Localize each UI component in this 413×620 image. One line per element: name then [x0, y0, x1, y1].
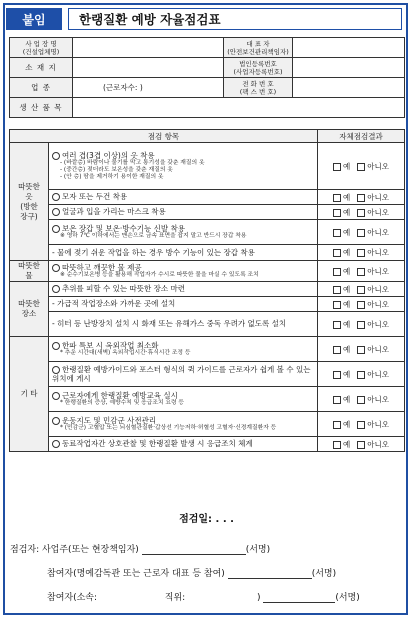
bullet-circle-icon: [52, 342, 60, 350]
yes-label: 예: [343, 161, 351, 171]
representative-field[interactable]: [293, 38, 405, 58]
checklist-row: [10, 190, 405, 205]
check-item: [49, 220, 318, 245]
inspector-sign: (서명): [245, 545, 271, 555]
check-item-text: - 히터 등 난방장치 설치 시 화재 또는 유해가스 중독 우려가 없도록 설치: [52, 319, 287, 329]
no-label: 아니오: [367, 394, 389, 404]
yes-checkbox[interactable]: [333, 421, 341, 429]
checklist-row: [10, 261, 405, 282]
check-item: [49, 261, 318, 282]
yes-label: 예: [343, 284, 351, 294]
yes-checkbox[interactable]: [333, 441, 341, 449]
bullet-circle-icon: [52, 264, 60, 272]
phone-label: 전 화 번 호 (팩 스 번 호): [224, 78, 293, 98]
no-label: 아니오: [367, 192, 389, 202]
check-item-text: 한파 특보 시 옥외작업 최소화: [62, 340, 159, 350]
result-cell: [318, 297, 405, 312]
check-item: [49, 190, 318, 205]
check-item-text: 얼굴과 입을 가리는 마스크 착용: [62, 207, 166, 217]
check-item: [49, 205, 318, 220]
check-item-text: 모자 또는 두건 착용: [62, 192, 128, 202]
participant-line: [47, 566, 336, 579]
bullet-circle-icon: [52, 193, 60, 201]
checklist-row: [10, 337, 405, 362]
no-label: 아니오: [367, 248, 389, 257]
result-cell: [318, 245, 405, 261]
result-cell: [318, 412, 405, 437]
yes-label: 예: [343, 394, 351, 404]
check-item-text: 보온 장갑 및 보온·방수기능 신발 착용: [62, 223, 185, 233]
no-label: 아니오: [367, 207, 389, 217]
worker-count-field[interactable]: (근로자수: ): [73, 78, 224, 98]
check-item: [49, 143, 318, 190]
yes-label: 예: [343, 227, 351, 237]
product-field[interactable]: [73, 98, 405, 118]
result-cell: [318, 143, 405, 190]
checklist-row: [10, 282, 405, 297]
result-cell: [318, 261, 405, 282]
participant-label: 참여자(명예감독관 또는 근로자 대표 등 참여): [47, 569, 225, 579]
yes-label: 예: [343, 439, 351, 449]
items-header: 점검 항목: [10, 130, 318, 143]
result-cell: [318, 205, 405, 220]
bullet-circle-icon: [52, 417, 60, 425]
participant2-signature-line[interactable]: [263, 602, 335, 603]
bullet-circle-icon: [52, 366, 60, 374]
checklist-row: [10, 412, 405, 437]
participant2-line: [47, 590, 360, 603]
checklist-row: [10, 143, 405, 190]
yes-checkbox[interactable]: [333, 163, 341, 171]
check-item-note: - (바깥층) 바람이나 물기를 막고 통기성을 갖춘 재질의 옷: [60, 160, 205, 167]
check-item-text: 추위를 피할 수 있는 따뜻한 장소 마련: [62, 284, 185, 294]
yes-label: 예: [343, 266, 351, 276]
company-name-field[interactable]: [73, 38, 224, 58]
representative-label: 대 표 자 (안전보건관리책임자): [224, 38, 293, 58]
check-item-note: * 한랭질환의 증상, 예방수칙 및 응급조치 요령 등: [60, 400, 185, 407]
bullet-circle-icon: [52, 225, 60, 233]
check-item-note: ※ 순수기보온병 등을 활용해 작업자가 수시로 따뜻한 물을 마실 수 있도록 조치: [60, 272, 259, 279]
yes-label: 예: [343, 248, 351, 257]
checklist-table: [9, 129, 405, 452]
check-item: [49, 362, 318, 387]
no-label: 아니오: [367, 344, 389, 354]
no-label: 아니오: [367, 419, 389, 429]
check-item: [49, 437, 318, 452]
no-label: 아니오: [367, 161, 389, 171]
header: [6, 8, 402, 32]
inspection-date: 점검일: . . .: [179, 514, 234, 525]
yes-label: 예: [343, 344, 351, 354]
inspector-line: [10, 542, 270, 555]
check-item-text: 운동지도 및 민감군 사전관리: [62, 415, 157, 425]
result-cell: [318, 312, 405, 337]
no-checkbox[interactable]: [357, 441, 365, 449]
check-item-text: 여러 겹(3겹 이상)의 옷 착용: [62, 150, 155, 160]
no-checkbox[interactable]: [357, 286, 365, 294]
checklist-row: [10, 312, 405, 337]
no-checkbox[interactable]: [357, 249, 365, 257]
bullet-circle-icon: [52, 392, 60, 400]
checklist-row: [10, 220, 405, 245]
bullet-circle-icon: [52, 285, 60, 293]
no-checkbox[interactable]: [357, 346, 365, 354]
address-label: 소 재 지: [10, 58, 73, 78]
check-item-text: 한랭질환 예방가이드와 포스터 형식의 퀵 가이드를 근로자가 쉽게 볼 수 있는 위치에 게시: [52, 364, 311, 383]
participant-signature-line[interactable]: [228, 578, 312, 579]
checklist-row: [10, 362, 405, 387]
yes-checkbox[interactable]: [333, 194, 341, 202]
check-item-text: 동료작업자간 상호관찰 및 한랭질환 발생 시 응급조치 체계: [62, 439, 253, 449]
yes-checkbox[interactable]: [333, 346, 341, 354]
result-cell: [318, 437, 405, 452]
check-item-text: 따뜻하고 깨끗한 물 제공: [62, 262, 142, 272]
result-cell: [318, 337, 405, 362]
no-label: 아니오: [367, 439, 389, 449]
yes-checkbox[interactable]: [333, 209, 341, 217]
result-cell: [318, 362, 405, 387]
category-label: 따뜻한 옷 (방한 장구): [10, 143, 49, 261]
check-item: [49, 282, 318, 297]
result-cell: [318, 220, 405, 245]
attachment-badge: 붙임: [6, 8, 62, 30]
no-checkbox[interactable]: [357, 194, 365, 202]
check-item-note: - (중간층) 젖더라도 보온성을 갖춘 재질의 옷: [60, 167, 173, 174]
no-label: 아니오: [367, 369, 389, 379]
yes-checkbox[interactable]: [333, 249, 341, 257]
check-item: [49, 297, 318, 312]
yes-checkbox[interactable]: [333, 371, 341, 379]
product-label: 생 산 품 목: [10, 98, 73, 118]
no-label: 아니오: [367, 284, 389, 294]
check-item-text: 근로자에게 한랭질환 예방교육 실시: [62, 390, 178, 400]
no-label: 아니오: [367, 319, 389, 329]
checklist-row: [10, 297, 405, 312]
no-checkbox[interactable]: [357, 229, 365, 237]
check-item: [49, 412, 318, 437]
bullet-circle-icon: [52, 152, 60, 160]
yes-label: 예: [343, 319, 351, 329]
check-item-text: - 물에 젖기 쉬운 작업을 하는 경우 방수 기능이 있는 장갑 착용: [52, 247, 255, 257]
no-label: 아니오: [367, 266, 389, 276]
yes-checkbox[interactable]: [333, 229, 341, 237]
yes-label: 예: [343, 207, 351, 217]
bullet-circle-icon: [52, 440, 60, 448]
no-checkbox[interactable]: [357, 301, 365, 309]
no-checkbox[interactable]: [357, 396, 365, 404]
category-label: 따뜻한 장소: [10, 282, 49, 337]
inspector-signature-line[interactable]: [142, 554, 246, 555]
check-item-note: - (안 층) 땀을 제거하기 용이한 재질의 옷: [60, 174, 164, 181]
yes-label: 예: [343, 369, 351, 379]
category-label: 기 타: [10, 337, 49, 452]
no-checkbox[interactable]: [357, 321, 365, 329]
yes-label: 예: [343, 419, 351, 429]
position-label: 직위:: [164, 593, 186, 603]
no-label: 아니오: [367, 227, 389, 237]
checklist-row: [10, 205, 405, 220]
checklist-row: [10, 245, 405, 261]
result-header: 자체점검결과: [318, 130, 405, 143]
check-item: [49, 387, 318, 412]
inspector-label: 점검자: 사업주(또는 현장책임자): [10, 545, 139, 555]
check-item-note: ※ 영하 7℃ 이하에서는 맨손으로 금속 표면을 잡지 말고 반드시 장갑 착용: [60, 233, 247, 240]
company-info-table: [9, 37, 405, 118]
check-item: [49, 312, 318, 337]
yes-checkbox[interactable]: [333, 286, 341, 294]
category-label: 따뜻한 물: [10, 261, 49, 282]
business-number-field[interactable]: [293, 58, 405, 78]
yes-label: 예: [343, 192, 351, 202]
no-checkbox[interactable]: [357, 209, 365, 217]
check-item: [49, 245, 318, 261]
close-paren: ): [256, 593, 261, 603]
checklist-row: [10, 387, 405, 412]
yes-label: 예: [343, 299, 351, 309]
participant2-label: 참여자(소속:: [47, 593, 98, 603]
business-number-label: 법인등록번호 (사업자등록번호): [224, 58, 293, 78]
no-checkbox[interactable]: [357, 371, 365, 379]
yes-checkbox[interactable]: [333, 301, 341, 309]
checklist-row: [10, 437, 405, 452]
check-item-note: * (민감군) 고혈압 또는 뇌심혈관질환·갑상선 기능저하·허혈성 고혈자·신경계질환자 등: [60, 425, 277, 432]
result-cell: [318, 282, 405, 297]
participant2-sign: (서명): [335, 593, 360, 603]
phone-field[interactable]: [293, 78, 405, 98]
check-item-text: - 가급적 작업장소와 가까운 곳에 설치: [52, 299, 176, 309]
check-item: [49, 337, 318, 362]
participant-sign: (서명): [311, 569, 337, 579]
check-item-note: * 추운 시간대(새벽) 옥외작업시간·휴식시간 조정 등: [60, 350, 191, 357]
yes-checkbox[interactable]: [333, 268, 341, 276]
address-field[interactable]: [73, 58, 224, 78]
industry-label: 업 종: [10, 78, 73, 98]
result-cell: [318, 387, 405, 412]
no-checkbox[interactable]: [357, 268, 365, 276]
bullet-circle-icon: [52, 208, 60, 216]
yes-checkbox[interactable]: [333, 321, 341, 329]
result-cell: [318, 190, 405, 205]
yes-checkbox[interactable]: [333, 396, 341, 404]
no-checkbox[interactable]: [357, 421, 365, 429]
company-name-label: 사 업 장 명 (건설업체명): [10, 38, 73, 58]
no-label: 아니오: [367, 299, 389, 309]
no-checkbox[interactable]: [357, 163, 365, 171]
document-title: 한랭질환 예방 자율점검표: [68, 8, 402, 30]
